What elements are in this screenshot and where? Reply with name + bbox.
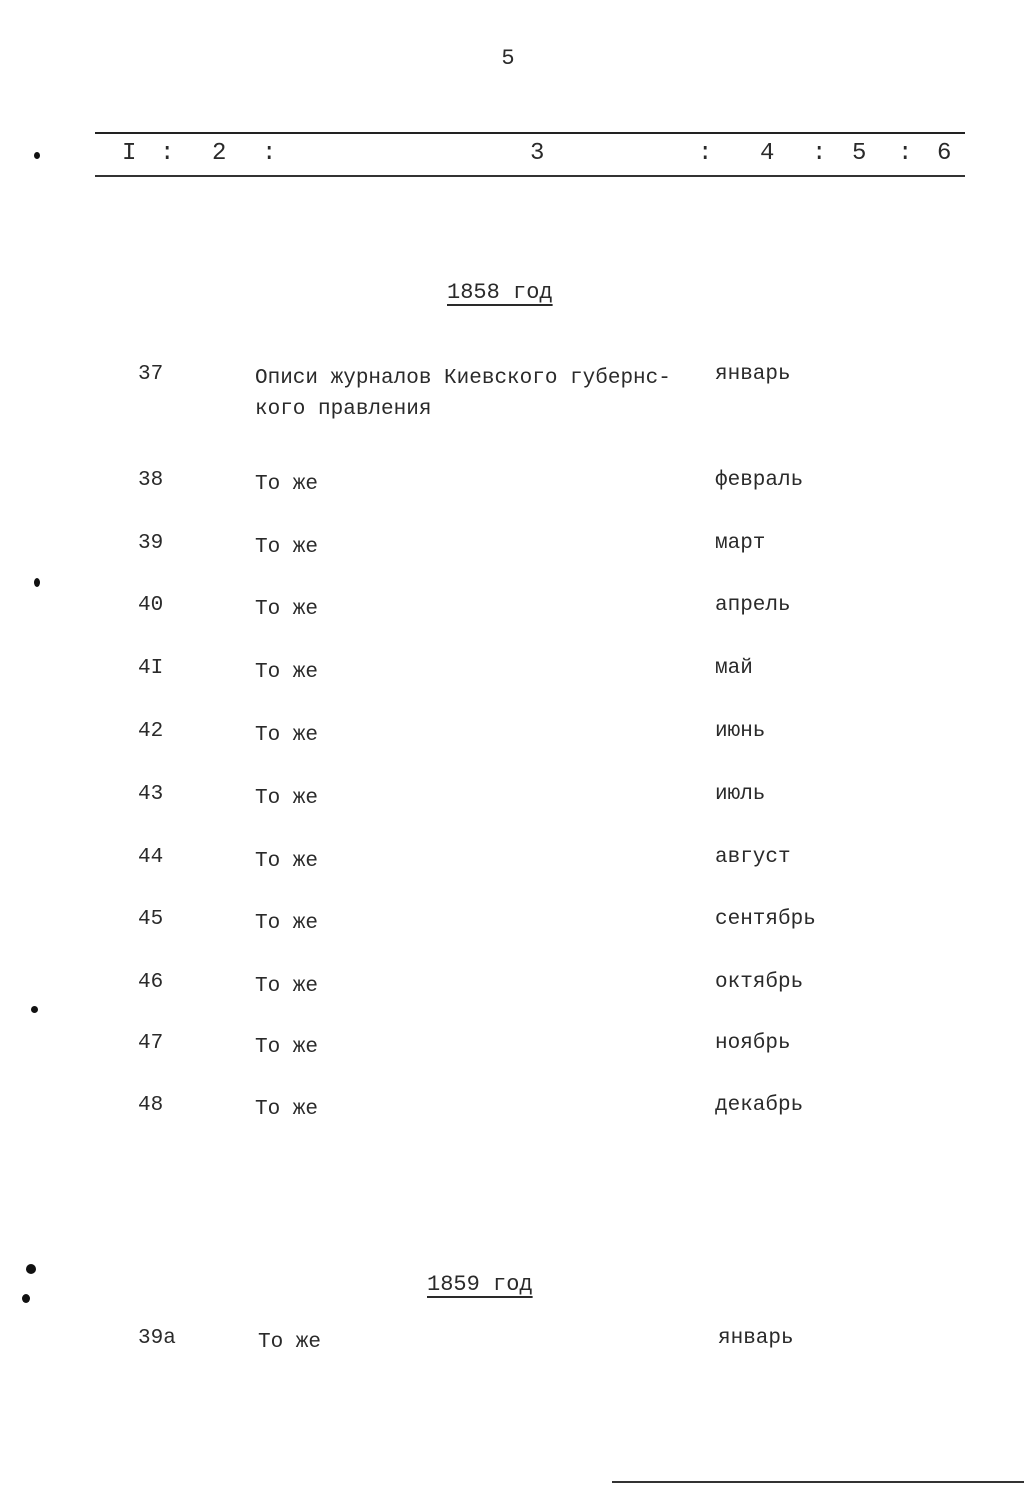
row-title: То же — [255, 975, 319, 998]
column-header-3: 3 — [530, 140, 545, 167]
row-month: апрель — [715, 594, 791, 617]
row-title: То же — [255, 661, 319, 684]
row-month: январь — [715, 363, 791, 386]
row-title: То же — [255, 787, 319, 810]
row-number: 48 — [138, 1094, 164, 1117]
row-number: 45 — [138, 908, 164, 931]
column-header-4: 4 — [760, 140, 775, 167]
column-header-1: I — [122, 140, 137, 167]
row-number: 43 — [138, 783, 164, 806]
row-number: 46 — [138, 971, 164, 994]
row-title: Описи журналов Киевского губернс-кого правления — [255, 367, 671, 421]
row-month: май — [715, 657, 753, 680]
header-rule-top — [95, 132, 965, 134]
row-number: 47 — [138, 1032, 164, 1055]
row-title: То же — [255, 850, 319, 873]
row-number: 38 — [138, 469, 164, 492]
year-heading-1859: 1859 год — [427, 1272, 533, 1297]
header-rule-bottom — [95, 175, 965, 177]
row-month: декабрь — [715, 1094, 804, 1117]
row-title: То же — [255, 473, 319, 496]
page-number: 5 — [501, 46, 515, 71]
row-title: То же — [255, 912, 319, 935]
column-separator: : — [160, 140, 175, 167]
row-month: октябрь — [715, 971, 804, 994]
row-number: 37 — [138, 363, 164, 386]
column-header-2: 2 — [212, 140, 227, 167]
row-number: 42 — [138, 720, 164, 743]
year-heading-1858: 1858 год — [447, 280, 553, 305]
scan-speck — [31, 1006, 38, 1013]
column-separator: : — [698, 140, 713, 167]
row-month: июль — [715, 783, 766, 806]
row-number: 44 — [138, 846, 164, 869]
row-month: июнь — [715, 720, 766, 743]
scan-speck — [26, 1264, 36, 1274]
row-title: То же — [258, 1331, 322, 1354]
row-month: сентябрь — [715, 908, 816, 931]
column-header-5: 5 — [852, 140, 867, 167]
row-title: То же — [255, 536, 319, 559]
column-header-6: 6 — [937, 140, 952, 167]
column-separator: : — [898, 140, 913, 167]
row-month: февраль — [715, 469, 804, 492]
row-title: То же — [255, 598, 319, 621]
row-number: 39а — [138, 1327, 176, 1350]
row-month: март — [715, 532, 766, 555]
row-month: январь — [718, 1327, 794, 1350]
column-separator: : — [812, 140, 827, 167]
row-title: То же — [255, 1098, 319, 1121]
row-month: август — [715, 846, 791, 869]
row-number: 4I — [138, 657, 164, 680]
footer-rule — [612, 1481, 1024, 1483]
scan-speck — [34, 578, 40, 587]
column-separator: : — [262, 140, 277, 167]
row-title: То же — [255, 1036, 319, 1059]
scan-speck — [34, 152, 40, 159]
scan-speck — [22, 1294, 30, 1303]
row-number: 40 — [138, 594, 164, 617]
row-number: 39 — [138, 532, 164, 555]
row-month: ноябрь — [715, 1032, 791, 1055]
row-title: То же — [255, 724, 319, 747]
